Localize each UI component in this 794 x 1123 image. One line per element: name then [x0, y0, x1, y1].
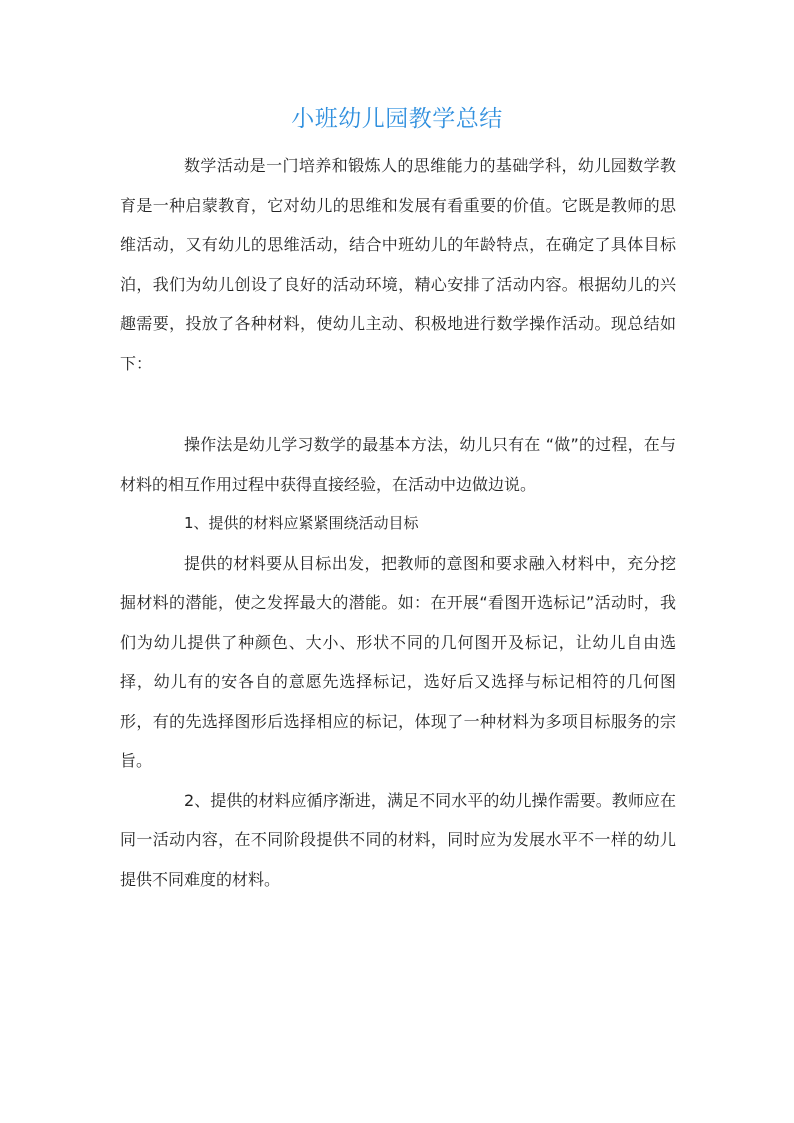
point1-paragraph: 提供的材料要从目标出发，把教师的意图和要求融入材料中，充分挖掘材料的潜能，使之发挥最大的潜能。如：在开展“看图开选标记”活动时，我们为幼儿提供了种颜色、大小、形状不同的几何图开及标记，让幼儿自由选择，幼儿有的安各自的意愿先选择标记，选好后又选择与标记相符的几何图形，有的先选择图形后选择相应的标记，体现了一种材料为多项目标服务的宗旨。 — [120, 553, 676, 770]
method-paragraph: 操作法是幼儿学习数学的最基本方法，幼儿只有在 “做”的过程，在与材料的相互作用过程中获得直接经验，在活动中边做边说。 — [120, 435, 676, 494]
page-title: 小班幼儿园教学总结 — [291, 106, 503, 132]
paragraph-spacer — [120, 383, 676, 425]
document-body — [120, 146, 676, 899]
point1-heading: 1、提供的材料应紧紧围绕活动目标 — [184, 514, 419, 532]
point2-paragraph: 2、提供的材料应循序渐进，满足不同水平的幼儿操作需要。教师应在同一活动内容，在不同阶段提供不同的材料，同时应为发展水平不一样的幼儿提供不同难度的材料。 — [120, 790, 676, 889]
intro-paragraph: 数学活动是一门培养和锻炼人的思维能力的基础学科，幼儿园数学教育是一种启蒙教育，它对幼儿的思维和发展有看重要的价值。它既是教师的思维活动，又有幼儿的思维活动，结合中班幼儿的年龄特点，在确定了具体目标泊，我们为幼儿创设了良好的活动环境，精心安排了活动内容。根据幼儿的兴趣需要，投放了各种材料，使幼儿主动、积极地进行数学操作活动。现总结如下： — [120, 156, 676, 373]
